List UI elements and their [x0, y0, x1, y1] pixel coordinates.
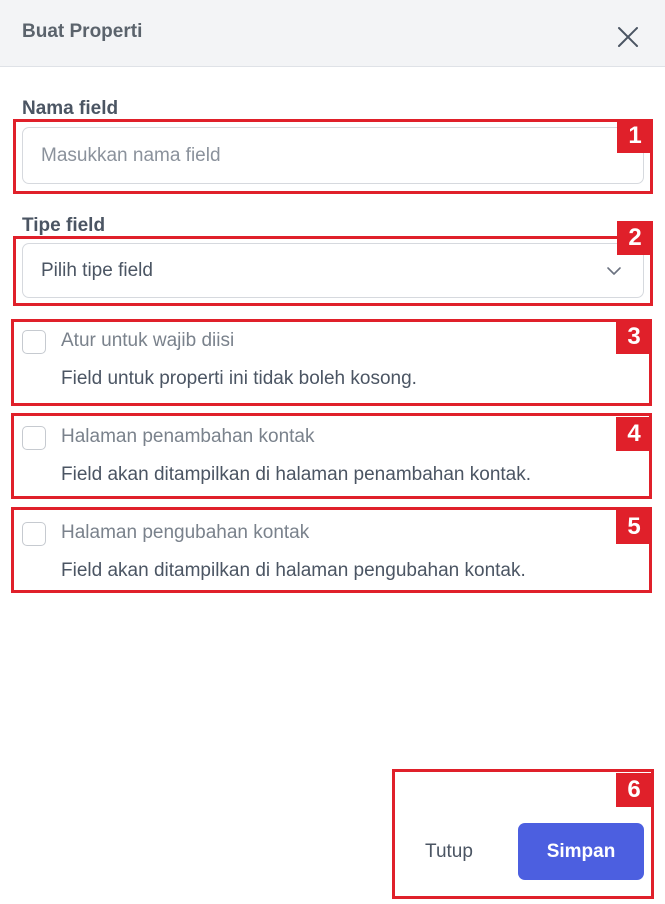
save-button[interactable]: Simpan — [518, 823, 644, 880]
edit-contact-page-checkbox[interactable] — [22, 522, 46, 546]
name-field-input[interactable] — [22, 127, 644, 184]
annotation-number-2: 2 — [617, 221, 653, 255]
annotation-number-5: 5 — [616, 510, 652, 544]
option-title: Atur untuk wajib diisi — [61, 330, 235, 351]
annotation-number-4: 4 — [616, 417, 652, 451]
annotation-number-3: 3 — [616, 320, 652, 354]
name-field-label: Nama field — [22, 98, 119, 119]
required-checkbox[interactable] — [22, 330, 46, 354]
close-button[interactable]: Tutup — [409, 823, 489, 880]
type-field-selected-value: Pilih tipe field — [41, 260, 153, 281]
annotation-number-6: 6 — [616, 773, 652, 807]
option-title: Halaman pengubahan kontak — [61, 522, 310, 543]
modal-header — [0, 0, 665, 67]
option-title: Halaman penambahan kontak — [61, 426, 315, 447]
add-contact-page-checkbox[interactable] — [22, 426, 46, 450]
option-description: Field untuk properti ini tidak boleh kosong. — [61, 368, 417, 389]
type-field-select[interactable] — [22, 243, 644, 298]
option-description: Field akan ditampilkan di halaman pengubahan kontak. — [61, 560, 526, 581]
modal-title: Buat Properti — [22, 21, 143, 42]
close-icon[interactable] — [614, 23, 642, 51]
chevron-down-icon — [605, 262, 623, 280]
annotation-number-1: 1 — [617, 119, 653, 153]
type-field-label: Tipe field — [22, 215, 106, 236]
option-description: Field akan ditampilkan di halaman penambahan kontak. — [61, 464, 532, 485]
